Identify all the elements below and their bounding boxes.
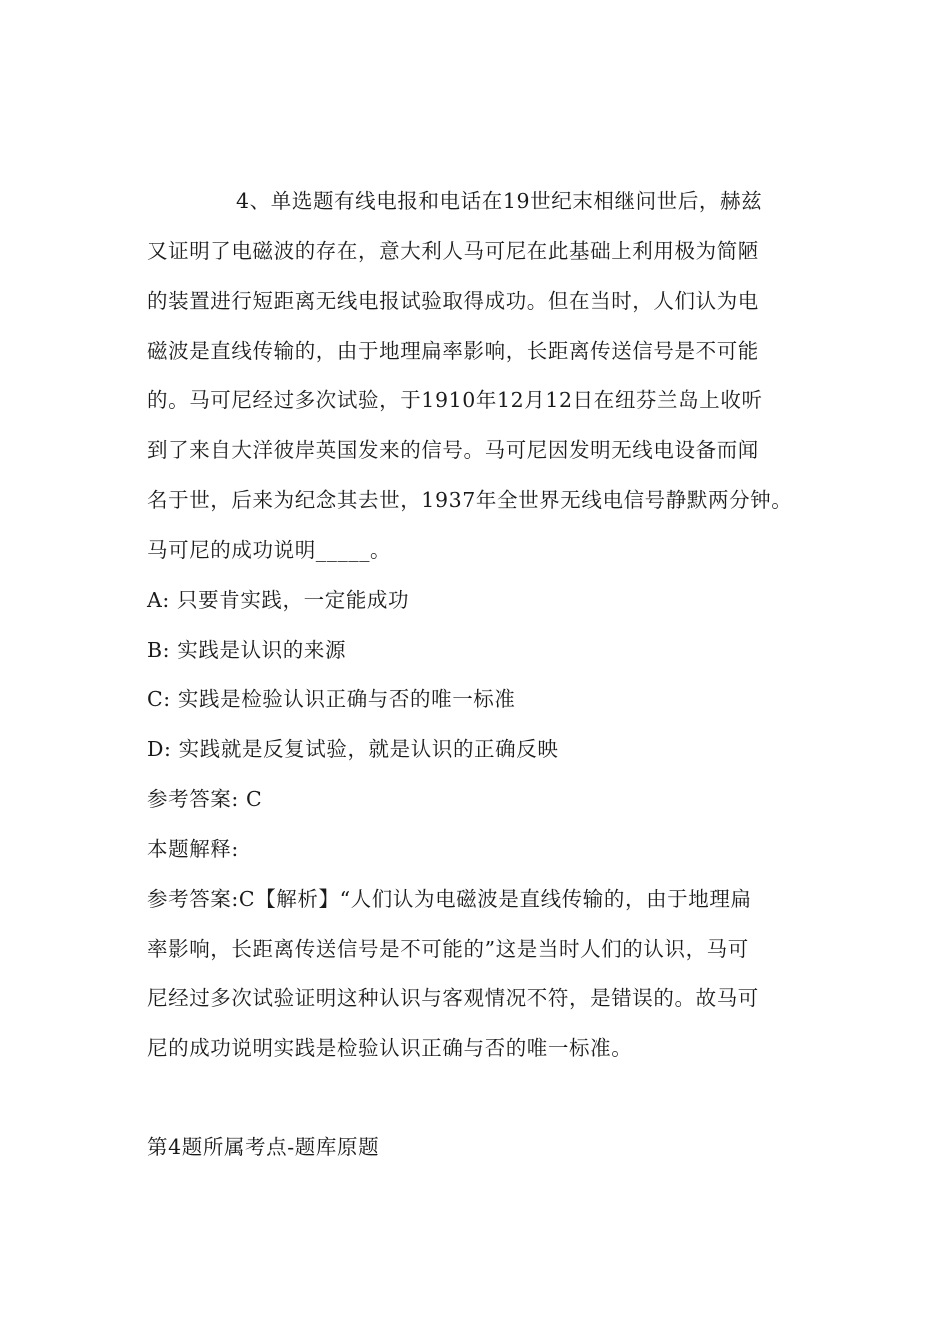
question-line-8: 马可尼的成功说明_____。 [147, 538, 392, 562]
question-line-4: 磁波是直线传输的，由于地理扁率影响，长距离传送信号是不可能 [147, 339, 759, 363]
question-line-7: 名于世，后来为纪念其去世，1937年全世界无线电信号静默两分钟。 [147, 488, 793, 512]
question-line-5: 的。马可尼经过多次试验，于1910年12月12日在纽芬兰岛上收听 [147, 388, 763, 412]
option-a: A: 只要肯实践，一定能成功 [147, 588, 410, 612]
answer-line: 参考答案: C [147, 787, 263, 811]
explanation-line-4: 尼的成功说明实践是检验认识正确与否的唯一标准。 [147, 1036, 633, 1060]
question-line-6: 到了来自大洋彼岸英国发来的信号。马可尼因发明无线电设备而闻 [147, 438, 759, 462]
question-line-3: 的装置进行短距离无线电报试验取得成功。但在当时，人们认为电 [147, 289, 759, 313]
question-line-2: 又证明了电磁波的存在，意大利人马可尼在此基础上利用极为简陋 [147, 239, 759, 263]
question-line-1: 4、单选题有线电报和电话在19世纪末相继问世后，赫兹 [236, 189, 763, 213]
option-b: B: 实践是认识的来源 [147, 638, 347, 662]
footer-topic-line: 第4题所属考点-题库原题 [147, 1135, 380, 1159]
explanation-line-2: 率影响，长距离传送信号是不可能的”这是当时人们的认识，马可 [147, 937, 749, 961]
option-c: C: 实践是检验认识正确与否的唯一标准 [147, 687, 516, 711]
option-d: D: 实践就是反复试验，就是认识的正确反映 [147, 737, 559, 761]
explanation-line-3: 尼经过多次试验证明这种认识与客观情况不符，是错误的。故马可 [147, 986, 759, 1010]
explanation-heading: 本题解释: [147, 837, 239, 861]
explanation-line-1: 参考答案:C【解析】“人们认为电磁波是直线传输的，由于地理扁 [147, 887, 752, 911]
